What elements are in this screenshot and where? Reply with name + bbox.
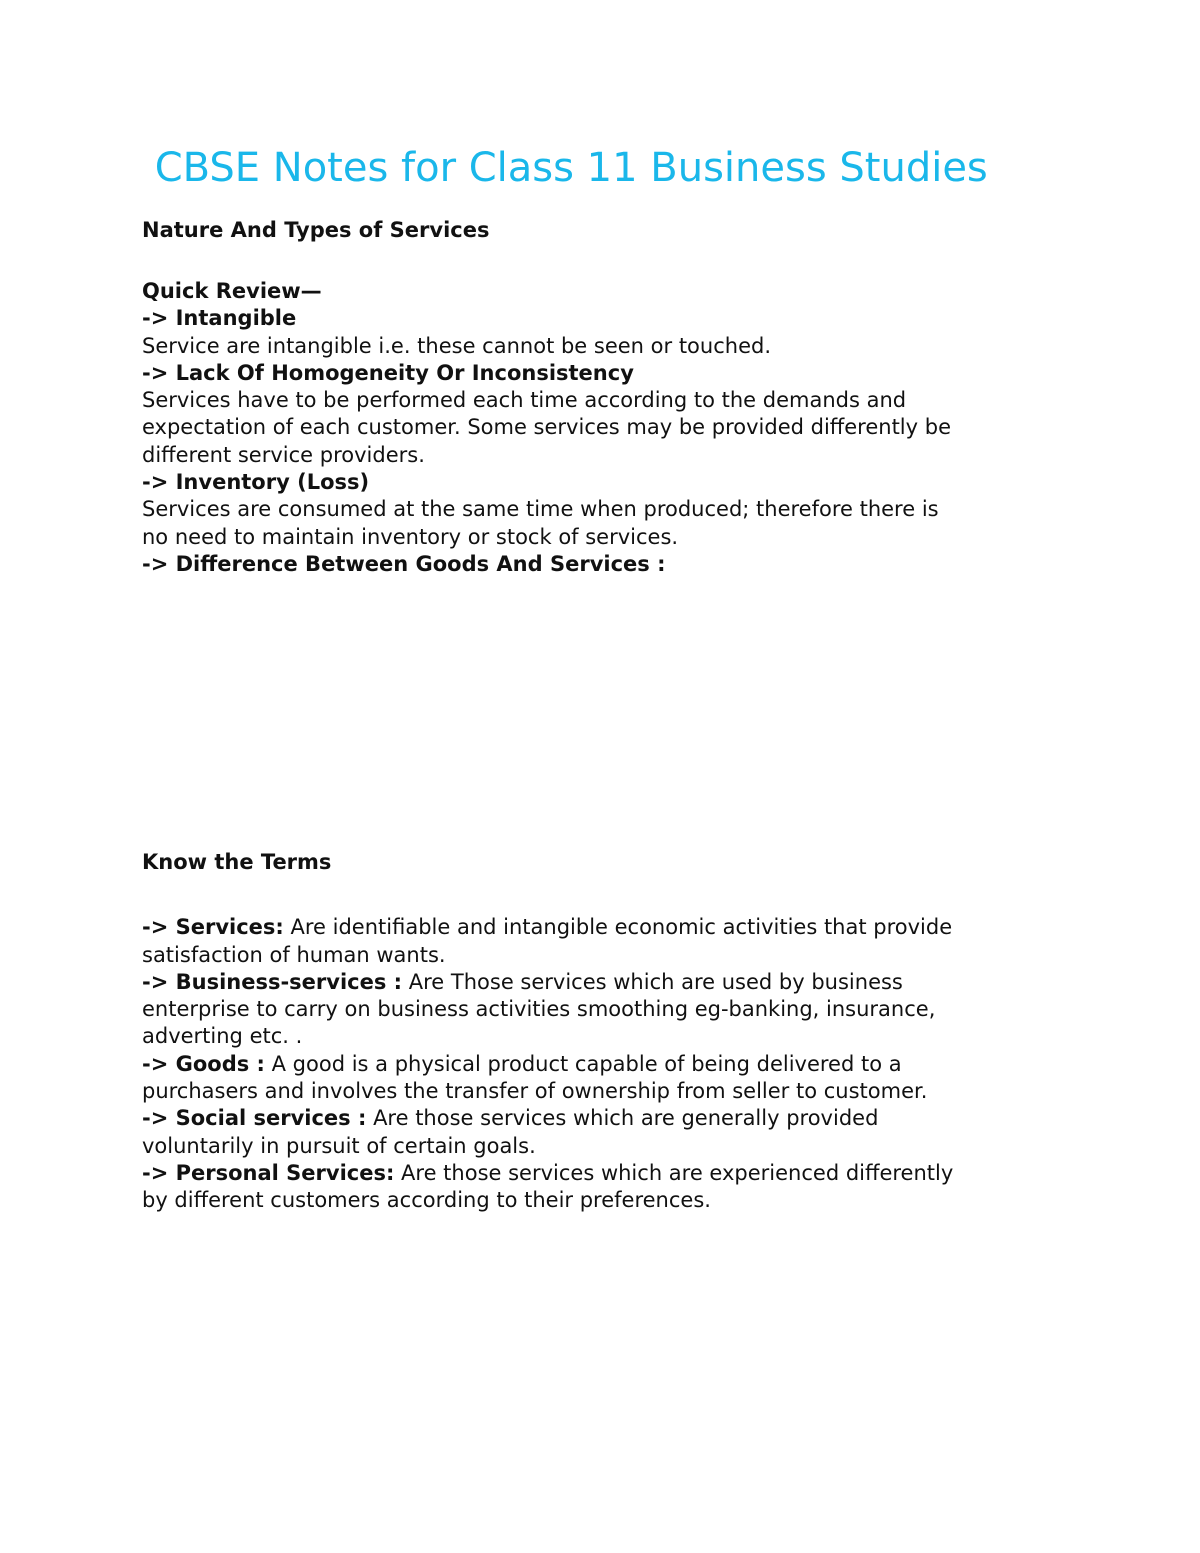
- document-title: CBSE Notes for Class 11 Business Studies: [142, 145, 988, 191]
- review-item: [142, 469, 1072, 551]
- term-label: -> Goods :: [142, 1051, 265, 1076]
- term-definition-continued: voluntarily in pursuit of certain goals.: [142, 1133, 536, 1158]
- term-label: -> Social services :: [142, 1106, 367, 1131]
- term-definition-continued: purchasers and involves the transfer of ownership from seller to customer.: [142, 1079, 928, 1104]
- term-definition: Are those services which are experienced differently: [394, 1160, 954, 1185]
- term-definition: Are those services which are generally provided: [366, 1106, 879, 1131]
- term-entry: [142, 1051, 1072, 1106]
- review-item-heading: -> Difference Between Goods And Services :: [142, 551, 666, 576]
- review-item-heading: -> Lack Of Homogeneity Or Inconsistency: [142, 360, 634, 385]
- term-definition: A good is a physical product capable of being delivered to a: [264, 1051, 902, 1076]
- blank-space: [142, 578, 1072, 848]
- term-label: -> Personal Services:: [142, 1160, 395, 1185]
- know-the-terms-heading: Know the Terms: [142, 850, 332, 875]
- review-item: [142, 305, 1072, 360]
- review-item-text: different service providers.: [142, 442, 425, 467]
- document-page: [142, 140, 1072, 1215]
- term-entry: [142, 969, 1072, 1051]
- term-definition-continued: satisfaction of human wants.: [142, 942, 446, 967]
- review-item-text: Services have to be performed each time according to the demands and: [142, 388, 907, 413]
- review-item-text: no need to maintain inventory or stock of services.: [142, 524, 679, 549]
- review-item-heading: -> Intangible: [142, 306, 297, 331]
- term-entry: [142, 1160, 1072, 1215]
- review-item-text: Service are intangible i.e. these cannot be seen or touched.: [142, 333, 771, 358]
- term-definition: Are identifiable and intangible economic activities that provide: [283, 915, 953, 940]
- term-definition-continued: adverting etc. .: [142, 1024, 303, 1049]
- term-label: -> Services:: [142, 915, 284, 940]
- review-item-heading: -> Inventory (Loss): [142, 470, 370, 495]
- term-label: -> Business-services :: [142, 969, 403, 994]
- term-definition-continued: by different customers according to their preferences.: [142, 1188, 711, 1213]
- term-definition-continued: enterprise to carry on business activities smoothing eg-banking, insurance,: [142, 997, 936, 1022]
- review-item-text: Services are consumed at the same time when produced; therefore there is: [142, 497, 939, 522]
- term-entry: [142, 914, 1072, 969]
- quick-review-section: [142, 278, 1072, 578]
- review-item: [142, 551, 1072, 578]
- know-the-terms-section: [142, 848, 1072, 1214]
- review-item-text: expectation of each customer. Some services may be provided differently be: [142, 415, 951, 440]
- term-definition: Are Those services which are used by business: [402, 969, 903, 994]
- quick-review-heading: Quick Review—: [142, 279, 322, 303]
- review-item: [142, 360, 1072, 469]
- term-entry: [142, 1105, 1072, 1160]
- document-subtitle: Nature And Types of Services: [142, 218, 490, 242]
